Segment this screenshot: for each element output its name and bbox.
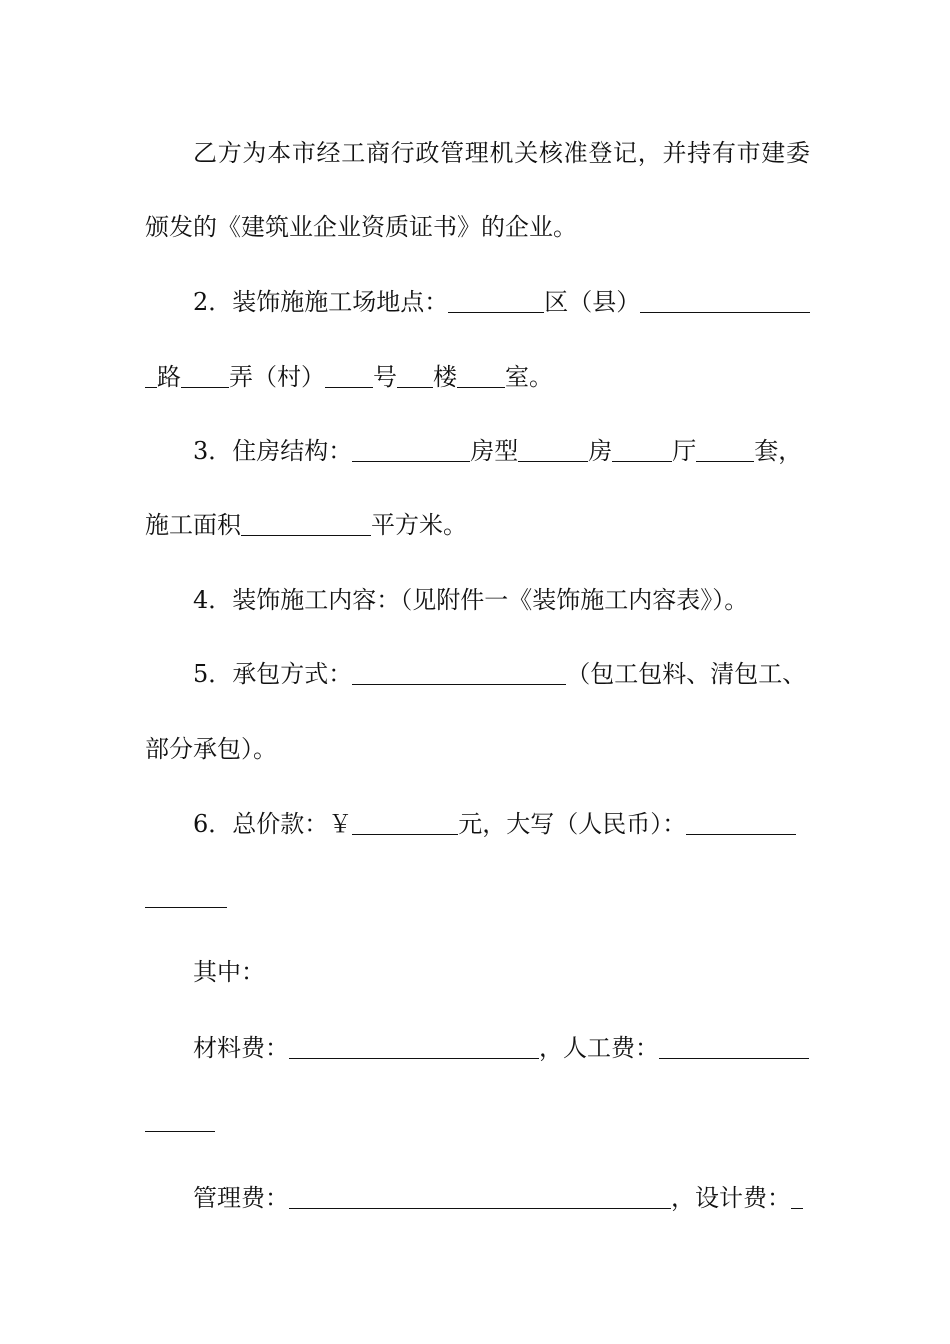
breakdown-heading: 其中： bbox=[193, 958, 265, 986]
set-label: 套， bbox=[754, 437, 803, 465]
management-fee-blank[interactable] bbox=[289, 1184, 671, 1209]
house-type-blank[interactable] bbox=[518, 437, 588, 462]
rooms-blank[interactable] bbox=[612, 437, 672, 462]
road-label: 路 bbox=[157, 363, 181, 391]
para1-line1: 乙方为本市经工商行政管理机关核准登记，并持有市建委 bbox=[193, 139, 810, 167]
contract-options: （包工包料、清包工、 bbox=[566, 660, 807, 688]
price-in-words-blank-cont[interactable] bbox=[145, 907, 227, 908]
house-type-label: 房型 bbox=[470, 437, 519, 465]
labor-fee-blank[interactable] bbox=[659, 1034, 809, 1059]
halls-blank[interactable] bbox=[696, 437, 754, 462]
number-blank[interactable] bbox=[325, 363, 373, 388]
halls-label: 厅 bbox=[672, 437, 697, 465]
road-blank[interactable] bbox=[145, 363, 157, 388]
item2-line1 bbox=[145, 286, 810, 318]
labor-label: ，人工费： bbox=[539, 1034, 659, 1062]
house-structure-blank[interactable] bbox=[352, 437, 470, 462]
item5-line2: 部分承包）。 bbox=[145, 735, 277, 763]
room-blank[interactable] bbox=[457, 363, 505, 388]
item5-line1 bbox=[145, 658, 810, 690]
management-label: 管理费： bbox=[193, 1184, 289, 1212]
area-label: 施工面积 bbox=[145, 511, 241, 539]
breakdown-line1 bbox=[145, 1032, 810, 1064]
lane-blank[interactable] bbox=[181, 363, 229, 388]
item3-line2 bbox=[145, 509, 810, 541]
yuan-label: 元，大写（人民币）： bbox=[458, 810, 687, 838]
contract-method-blank[interactable] bbox=[352, 660, 566, 685]
room-label: 室。 bbox=[505, 363, 553, 391]
district-blank[interactable] bbox=[448, 288, 544, 313]
area-blank[interactable] bbox=[241, 511, 371, 536]
street-blank[interactable] bbox=[640, 288, 810, 313]
building-label: 楼 bbox=[433, 363, 457, 391]
design-fee-blank[interactable] bbox=[791, 1184, 803, 1209]
item2-label: 2．装饰施施工场地点： bbox=[193, 288, 449, 316]
price-in-words-blank[interactable] bbox=[686, 810, 796, 835]
material-fee-blank[interactable] bbox=[289, 1034, 539, 1059]
labor-fee-blank-cont[interactable] bbox=[145, 1131, 215, 1132]
para1-line2: 颁发的《建筑业企业资质证书》的企业。 bbox=[145, 213, 577, 241]
item5-label: 5．承包方式： bbox=[193, 660, 353, 688]
item3-label: 3．住房结构： bbox=[193, 437, 353, 465]
material-label: 材料费： bbox=[193, 1034, 289, 1062]
rooms-label: 房 bbox=[588, 437, 613, 465]
item6-label: 6．总价款：￥ bbox=[193, 810, 353, 838]
item2-line2 bbox=[145, 361, 810, 393]
breakdown-line2 bbox=[145, 1182, 810, 1214]
district-label: 区（县） bbox=[544, 288, 641, 316]
item6-line1 bbox=[145, 808, 810, 840]
item3-line1 bbox=[145, 435, 810, 467]
lane-label: 弄（村） bbox=[229, 363, 325, 391]
building-blank[interactable] bbox=[397, 363, 433, 388]
total-price-blank[interactable] bbox=[352, 810, 458, 835]
area-unit: 平方米。 bbox=[371, 511, 467, 539]
number-label: 号 bbox=[373, 363, 397, 391]
item4-line: 4．装饰施工内容：（见附件一《装饰施工内容表》）。 bbox=[193, 586, 749, 614]
design-label: ，设计费： bbox=[671, 1184, 791, 1212]
